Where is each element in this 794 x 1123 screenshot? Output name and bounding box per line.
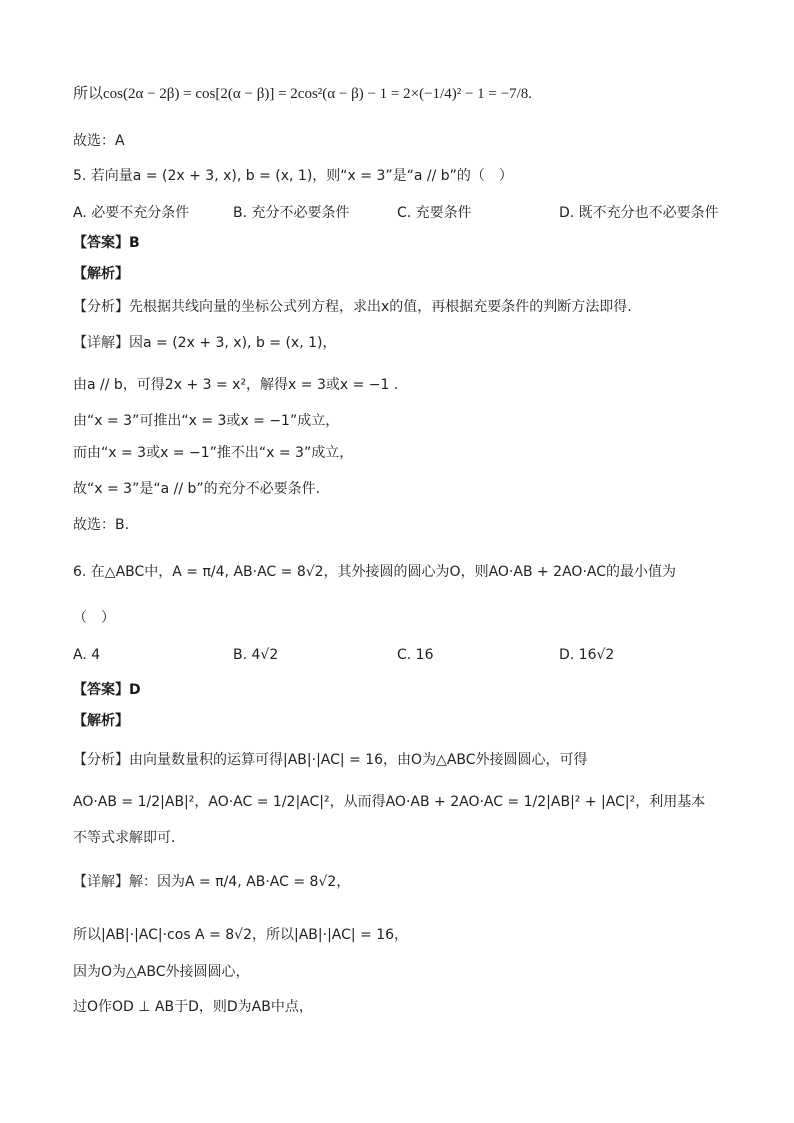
q5-detail-1: 【详解】因a = (2x + 3, x), b = (x, 1)，: [73, 335, 337, 351]
q6-analysis-1: 【分析】由向量数量积的运算可得|AB|·|AC| = 16，由O为△ABC外接圆圆心，可得: [73, 752, 588, 768]
q6-analysis-heading: 【解析】: [73, 713, 129, 729]
q6-option-c: C. 16: [397, 647, 434, 663]
q6-answer: 【答案】D: [73, 682, 141, 698]
q5-option-b: B. 充分不必要条件: [233, 205, 350, 221]
question-6-stem: 6. 在△ABC中，A = π/4, AB·AC = 8√2，其外接圆的圆心为O，则AO·AB + 2AO·AC的最小值为: [73, 564, 676, 580]
q6-option-d: D. 16√2: [559, 647, 615, 663]
question-5-stem: 5. 若向量a = (2x + 3, x), b = (x, 1)，则“x = 3”是“a // b”的（ ）: [73, 168, 513, 184]
q6-analysis-2: AO·AB = 1/2|AB|²，AO·AC = 1/2|AC|²，从而得AO·AB + 2AO·AC = 1/2|AB|² + |AC|²，利用基本: [73, 794, 706, 810]
q5-detail-2: 由a // b，可得2x + 3 = x²，解得x = 3或x = −1 .: [73, 377, 399, 393]
q5-option-a: A. 必要不充分条件: [73, 205, 190, 221]
q5-option-c: C. 充要条件: [397, 205, 472, 221]
q5-final-choice: 故选：B.: [73, 517, 130, 533]
q6-detail-3: 因为O为△ABC外接圆圆心，: [73, 964, 250, 980]
q5-answer: 【答案】B: [73, 235, 140, 251]
q5-analysis: 【分析】先根据共线向量的坐标公式列方程，求出x的值，再根据充要条件的判断方法即得.: [73, 299, 632, 315]
q6-option-a: A. 4: [73, 647, 101, 663]
q6-option-b: B. 4√2: [233, 647, 279, 663]
answer-choice-prev: 故选：A: [73, 133, 125, 149]
q6-detail-1: 【详解】解：因为A = π/4, AB·AC = 8√2，: [73, 874, 351, 890]
q5-detail-4: 而由“x = 3或x = −1”推不出“x = 3”成立，: [73, 445, 354, 461]
q5-detail-5: 故“x = 3”是“a // b”的充分不必要条件.: [73, 481, 321, 497]
solution-line-cos: 所以cos(2α − 2β) = cos[2(α − β)] = 2cos²(α − β) − 1 = 2×(−1/4)² − 1 = −7/8.: [73, 86, 533, 102]
q5-option-d: D. 既不充分也不必要条件: [559, 205, 719, 221]
q5-detail-3: 由“x = 3”可推出“x = 3或x = −1”成立，: [73, 413, 340, 429]
q5-analysis-heading: 【解析】: [73, 266, 129, 282]
q6-detail-2: 所以|AB|·|AC|·cos A = 8√2，所以|AB|·|AC| = 16，: [73, 927, 409, 943]
q6-detail-4: 过O作OD ⊥ AB于D，则D为AB中点，: [73, 999, 313, 1015]
question-6-blank: （ ）: [73, 610, 115, 626]
q6-analysis-3: 不等式求解即可.: [73, 830, 176, 846]
